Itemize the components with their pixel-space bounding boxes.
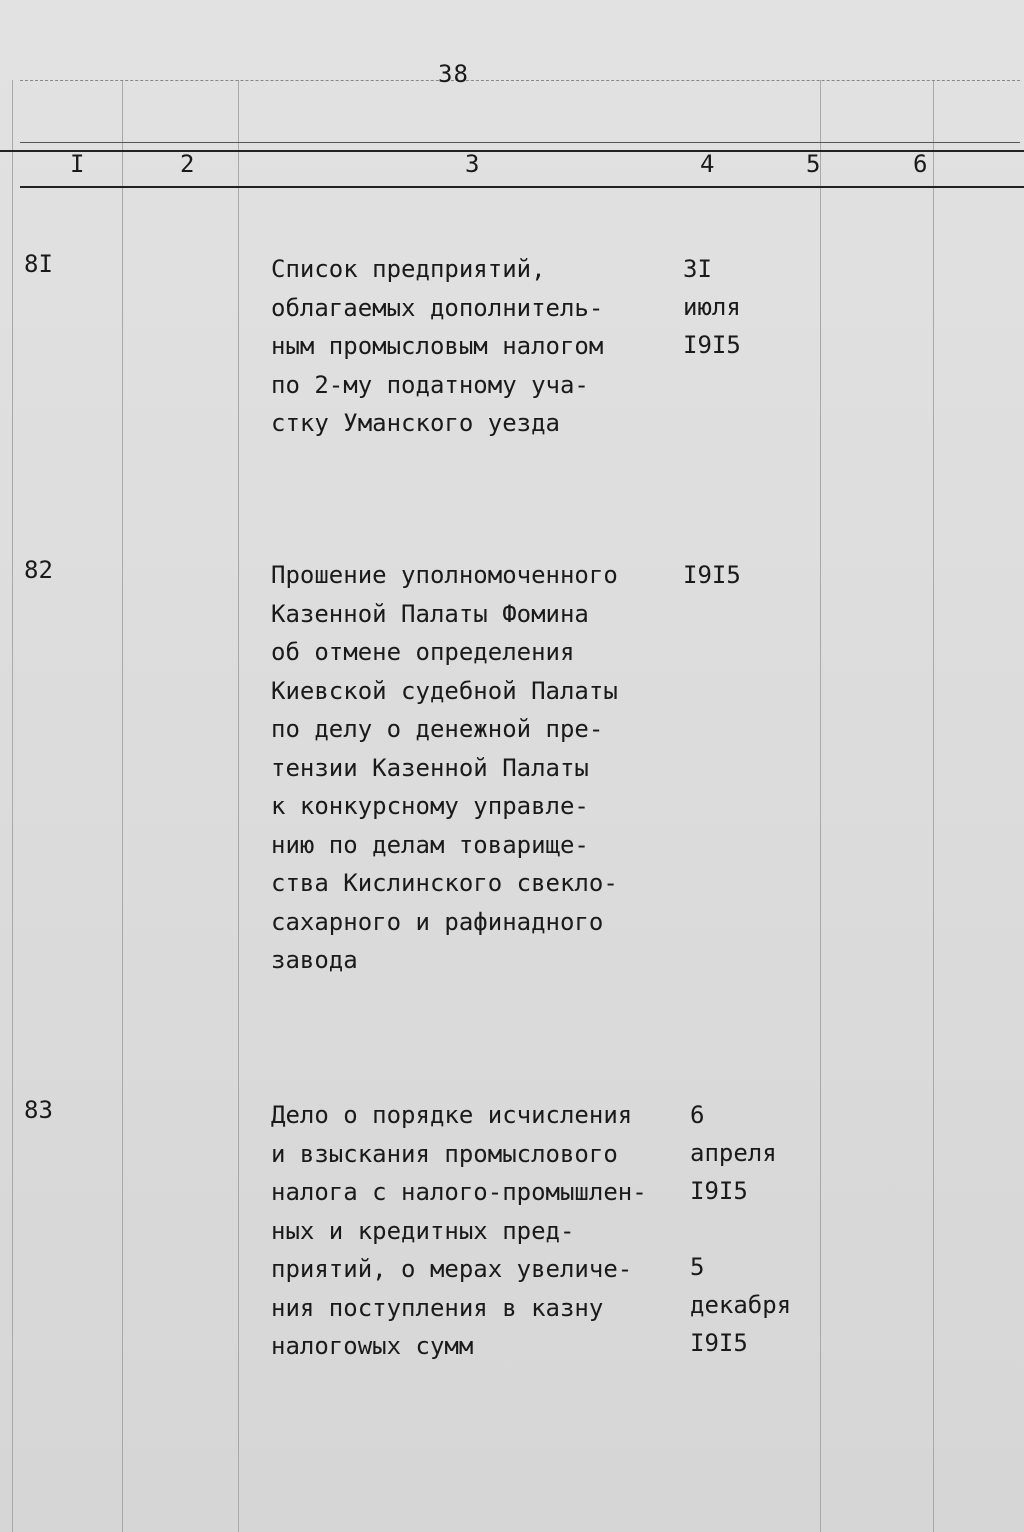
entry-date: I9I5 bbox=[683, 561, 741, 589]
column-number-2: 2 bbox=[180, 150, 195, 178]
entry-number: 83 bbox=[24, 1096, 53, 1124]
column-number-4: 4 bbox=[700, 150, 715, 178]
column-divider bbox=[122, 80, 123, 1532]
column-number-5: 5 bbox=[806, 150, 821, 178]
entry-title: Список предприятий, облагаемых дополнитель- ным промысловым налогом по 2-му податному уча- стку Уманского уезда bbox=[271, 255, 604, 437]
entry-date: 3I июля I9I5 bbox=[683, 255, 741, 359]
entry-date: 6 апреля I9I5 5 декабря I9I5 bbox=[690, 1101, 792, 1357]
column-number-rule bbox=[20, 186, 1024, 188]
header-rule bbox=[20, 142, 1020, 143]
column-divider bbox=[238, 80, 239, 1532]
entry-number: 82 bbox=[24, 556, 53, 584]
column-divider bbox=[820, 80, 821, 1532]
entry-title: Дело о порядке исчисления и взыскания промыслового налога с налого-промышлен- ных и кредитных пред- приятий, о мерах увеличе- ния поступления в казну налогowых сумм bbox=[271, 1101, 647, 1360]
column-number-3: 3 bbox=[465, 150, 480, 178]
entry-number: 8I bbox=[24, 250, 53, 278]
entry-title: Прошение уполномоченного Казенной Палаты Фомина об отмене определения Киевской судебной Палаты по делу о денежной пре- тензии Казенной Палаты к конкурсному управле- нию по делам товарище- ства Кислинского свекло- сахарного и рафинадного завода bbox=[271, 561, 618, 974]
header-top-rule bbox=[20, 80, 1020, 81]
column-divider bbox=[933, 80, 934, 1532]
column-number-6: 6 bbox=[913, 150, 928, 178]
header-rule bbox=[0, 150, 1024, 152]
column-number-1: I bbox=[70, 150, 85, 178]
page-number: 38 bbox=[438, 60, 469, 88]
column-divider bbox=[12, 80, 13, 1532]
